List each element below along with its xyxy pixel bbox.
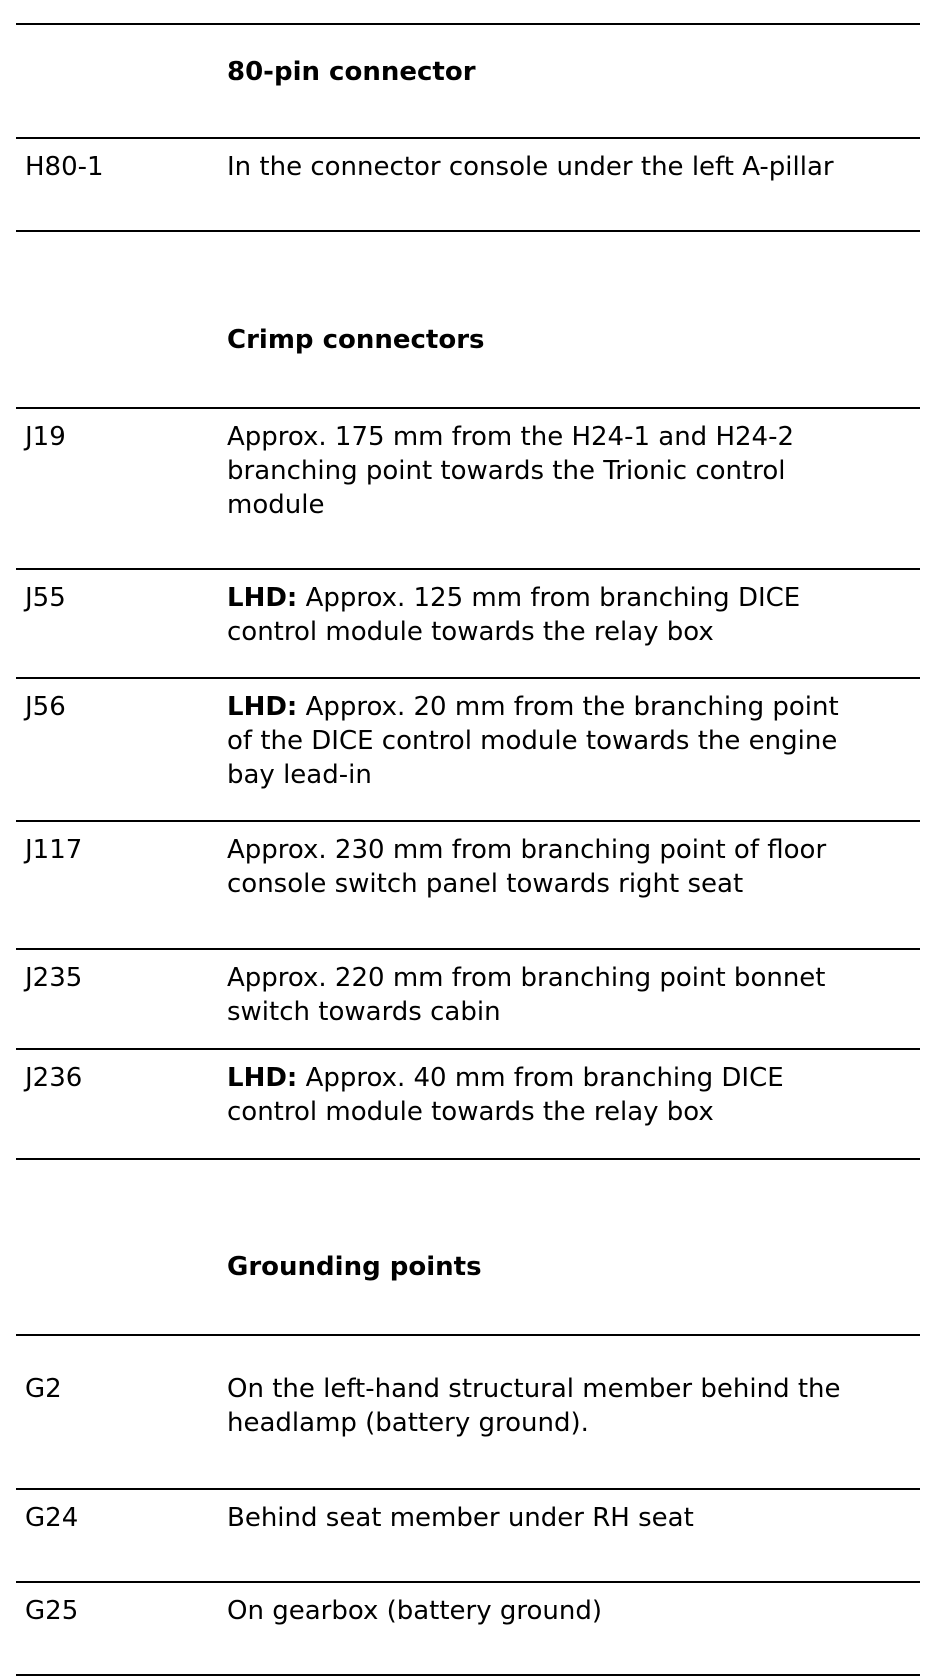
table-rule (16, 230, 920, 232)
lhd-label: LHD: (227, 692, 298, 722)
row-code: J236 (25, 1063, 83, 1093)
row-code: J235 (25, 963, 83, 993)
section-heading: Grounding points (227, 1252, 482, 1282)
table-rule (16, 677, 920, 679)
table-rule (16, 137, 920, 139)
row-code: G24 (25, 1503, 79, 1533)
table-rule (16, 1158, 920, 1160)
row-description: console switch panel towards right seat (227, 869, 744, 899)
row-description (227, 1061, 784, 1095)
row-code: H80-1 (25, 152, 104, 182)
row-description-text: Approx. 20 mm from the branching point (297, 692, 839, 722)
row-description-text: Approx. 40 mm from branching DICE (297, 1063, 784, 1093)
table-rule (16, 820, 920, 822)
table-rule (16, 1048, 920, 1050)
table-rule (16, 23, 920, 25)
row-description: of the DICE control module towards the engine (227, 726, 838, 756)
row-code: J55 (25, 583, 66, 613)
row-code: J56 (25, 692, 66, 722)
row-description (227, 690, 839, 724)
row-code: G25 (25, 1596, 79, 1626)
row-description: On gearbox (battery ground) (227, 1596, 603, 1626)
row-description: On the left-hand structural member behind the (227, 1374, 841, 1404)
row-description: Approx. 175 mm from the H24-1 and H24-2 (227, 422, 795, 452)
table-rule (16, 1334, 920, 1336)
row-code: J117 (25, 835, 83, 865)
lhd-label: LHD: (227, 583, 298, 613)
table-rule (16, 1674, 920, 1676)
row-description: control module towards the relay box (227, 617, 714, 647)
row-description: branching point towards the Trionic control (227, 456, 786, 486)
lhd-label: LHD: (227, 1063, 298, 1093)
table-rule (16, 1581, 920, 1583)
section-heading: 80-pin connector (227, 57, 476, 87)
row-description: Approx. 220 mm from branching point bonnet (227, 963, 826, 993)
table-rule (16, 407, 920, 409)
row-description: headlamp (battery ground). (227, 1408, 589, 1438)
row-code: G2 (25, 1374, 62, 1404)
row-description: bay lead-in (227, 760, 372, 790)
row-description: Approx. 230 mm from branching point of floor (227, 835, 827, 865)
row-description: control module towards the relay box (227, 1097, 714, 1127)
row-description: module (227, 490, 325, 520)
row-code: J19 (25, 422, 66, 452)
section-heading: Crimp connectors (227, 325, 485, 355)
row-description (227, 581, 800, 615)
row-description: switch towards cabin (227, 997, 501, 1027)
row-description: In the connector console under the left A-pillar (227, 152, 834, 182)
table-rule (16, 568, 920, 570)
table-rule (16, 948, 920, 950)
table-rule (16, 1488, 920, 1490)
row-description: Behind seat member under RH seat (227, 1503, 694, 1533)
row-description-text: Approx. 125 mm from branching DICE (297, 583, 801, 613)
